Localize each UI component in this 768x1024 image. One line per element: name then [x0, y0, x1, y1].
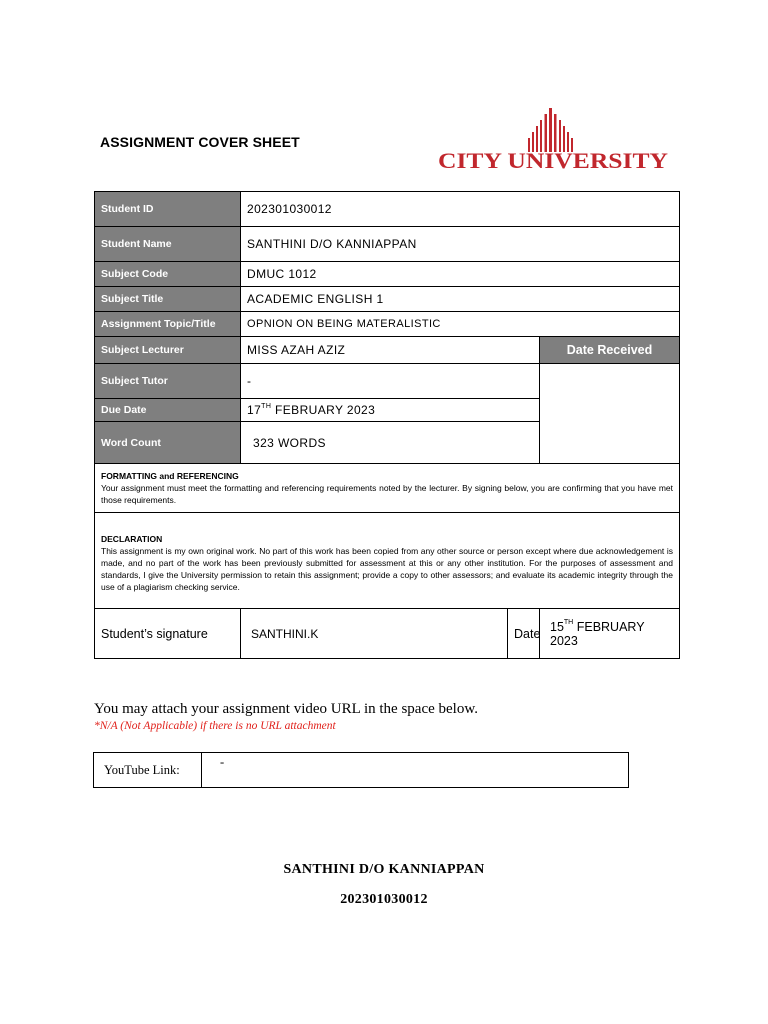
assignment-topic-label: Assignment Topic/Title: [95, 312, 241, 337]
formatting-section: [95, 464, 680, 513]
assignment-topic-value[interactable]: OPNION ON BEING MATERALISTIC: [241, 312, 680, 337]
subject-code-value[interactable]: DMUC 1012: [241, 262, 680, 287]
student-id-label: Student ID: [95, 192, 241, 227]
subject-lecturer-label: Subject Lecturer: [95, 337, 241, 364]
city-university-logo: [436, 106, 670, 172]
student-name-value[interactable]: SANTHINI D/O KANNIAPPAN: [241, 227, 680, 262]
row-assignment-topic: [95, 312, 680, 337]
row-student-id: [95, 192, 680, 227]
signature-label: Student’s signature: [95, 609, 241, 659]
page-title: ASSIGNMENT COVER SHEET: [100, 134, 300, 150]
youtube-link-field[interactable]: -: [202, 753, 629, 788]
footer-name: SANTHINI D/O KANNIAPPAN: [283, 862, 485, 877]
row-subject-lecturer: [95, 337, 680, 364]
declaration-section: [95, 513, 680, 609]
formatting-heading: FORMATTING and REFERENCING: [101, 471, 239, 481]
subject-title-label: Subject Title: [95, 287, 241, 312]
logo-text: CITY UNIVERSITY: [438, 148, 669, 172]
subject-lecturer-value[interactable]: MISS AZAH AZIZ: [241, 337, 540, 364]
row-subject-title: [95, 287, 680, 312]
due-date-value[interactable]: 17TH FEBRUARY 2023: [241, 399, 540, 422]
date-received-label: Date Received: [540, 337, 680, 364]
declaration-text: This assignment is my own original work. No part of this work has been copied from any other source or person except where due acknowledgement is made, and no part of the work has been previously submitted for assessment at this or any other institution. For the purposes of assessment and standards, I give the University permission to retain this assignment; provide a copy to other assessors; and evaluate its academic integrity through the use of a plagiarism checking service.: [101, 546, 673, 592]
subject-tutor-label: Subject Tutor: [95, 364, 241, 399]
student-name-label: Student Name: [95, 227, 241, 262]
footer-id: 202301030012: [340, 892, 428, 907]
cover-sheet-table: [94, 191, 680, 659]
signature-date-value[interactable]: 15TH FEBRUARY 2023: [540, 609, 680, 659]
youtube-link-label: YouTube Link:: [94, 753, 202, 788]
declaration-heading: DECLARATION: [101, 534, 163, 544]
word-count-value[interactable]: 323 WORDS: [241, 422, 540, 464]
subject-title-value[interactable]: ACADEMIC ENGLISH 1: [241, 287, 680, 312]
row-student-name: [95, 227, 680, 262]
url-note: *N/A (Not Applicable) if there is no URL attachment: [94, 720, 336, 732]
formatting-text: Your assignment must meet the formatting and referencing requirements noted by the lecturer. By signing below, you are confirming that you have met those requirements.: [101, 483, 673, 505]
date-label: Date: [514, 626, 541, 641]
date-received-box[interactable]: [540, 364, 680, 464]
row-subject-code: [95, 262, 680, 287]
row-declaration: [95, 513, 680, 609]
row-signature: [95, 609, 680, 659]
date-label-cell: [508, 609, 540, 659]
signature-value[interactable]: SANTHINI.K: [241, 609, 508, 659]
row-subject-tutor: [95, 364, 680, 399]
due-date-label: Due Date: [95, 399, 241, 422]
youtube-link-table: [93, 752, 629, 788]
subject-code-label: Subject Code: [95, 262, 241, 287]
subject-tutor-value[interactable]: -: [241, 364, 540, 399]
row-formatting: [95, 464, 680, 513]
word-count-label: Word Count: [95, 422, 241, 464]
url-instruction: You may attach your assignment video URL in the space below.: [94, 701, 478, 717]
student-id-value[interactable]: 202301030012: [241, 192, 680, 227]
